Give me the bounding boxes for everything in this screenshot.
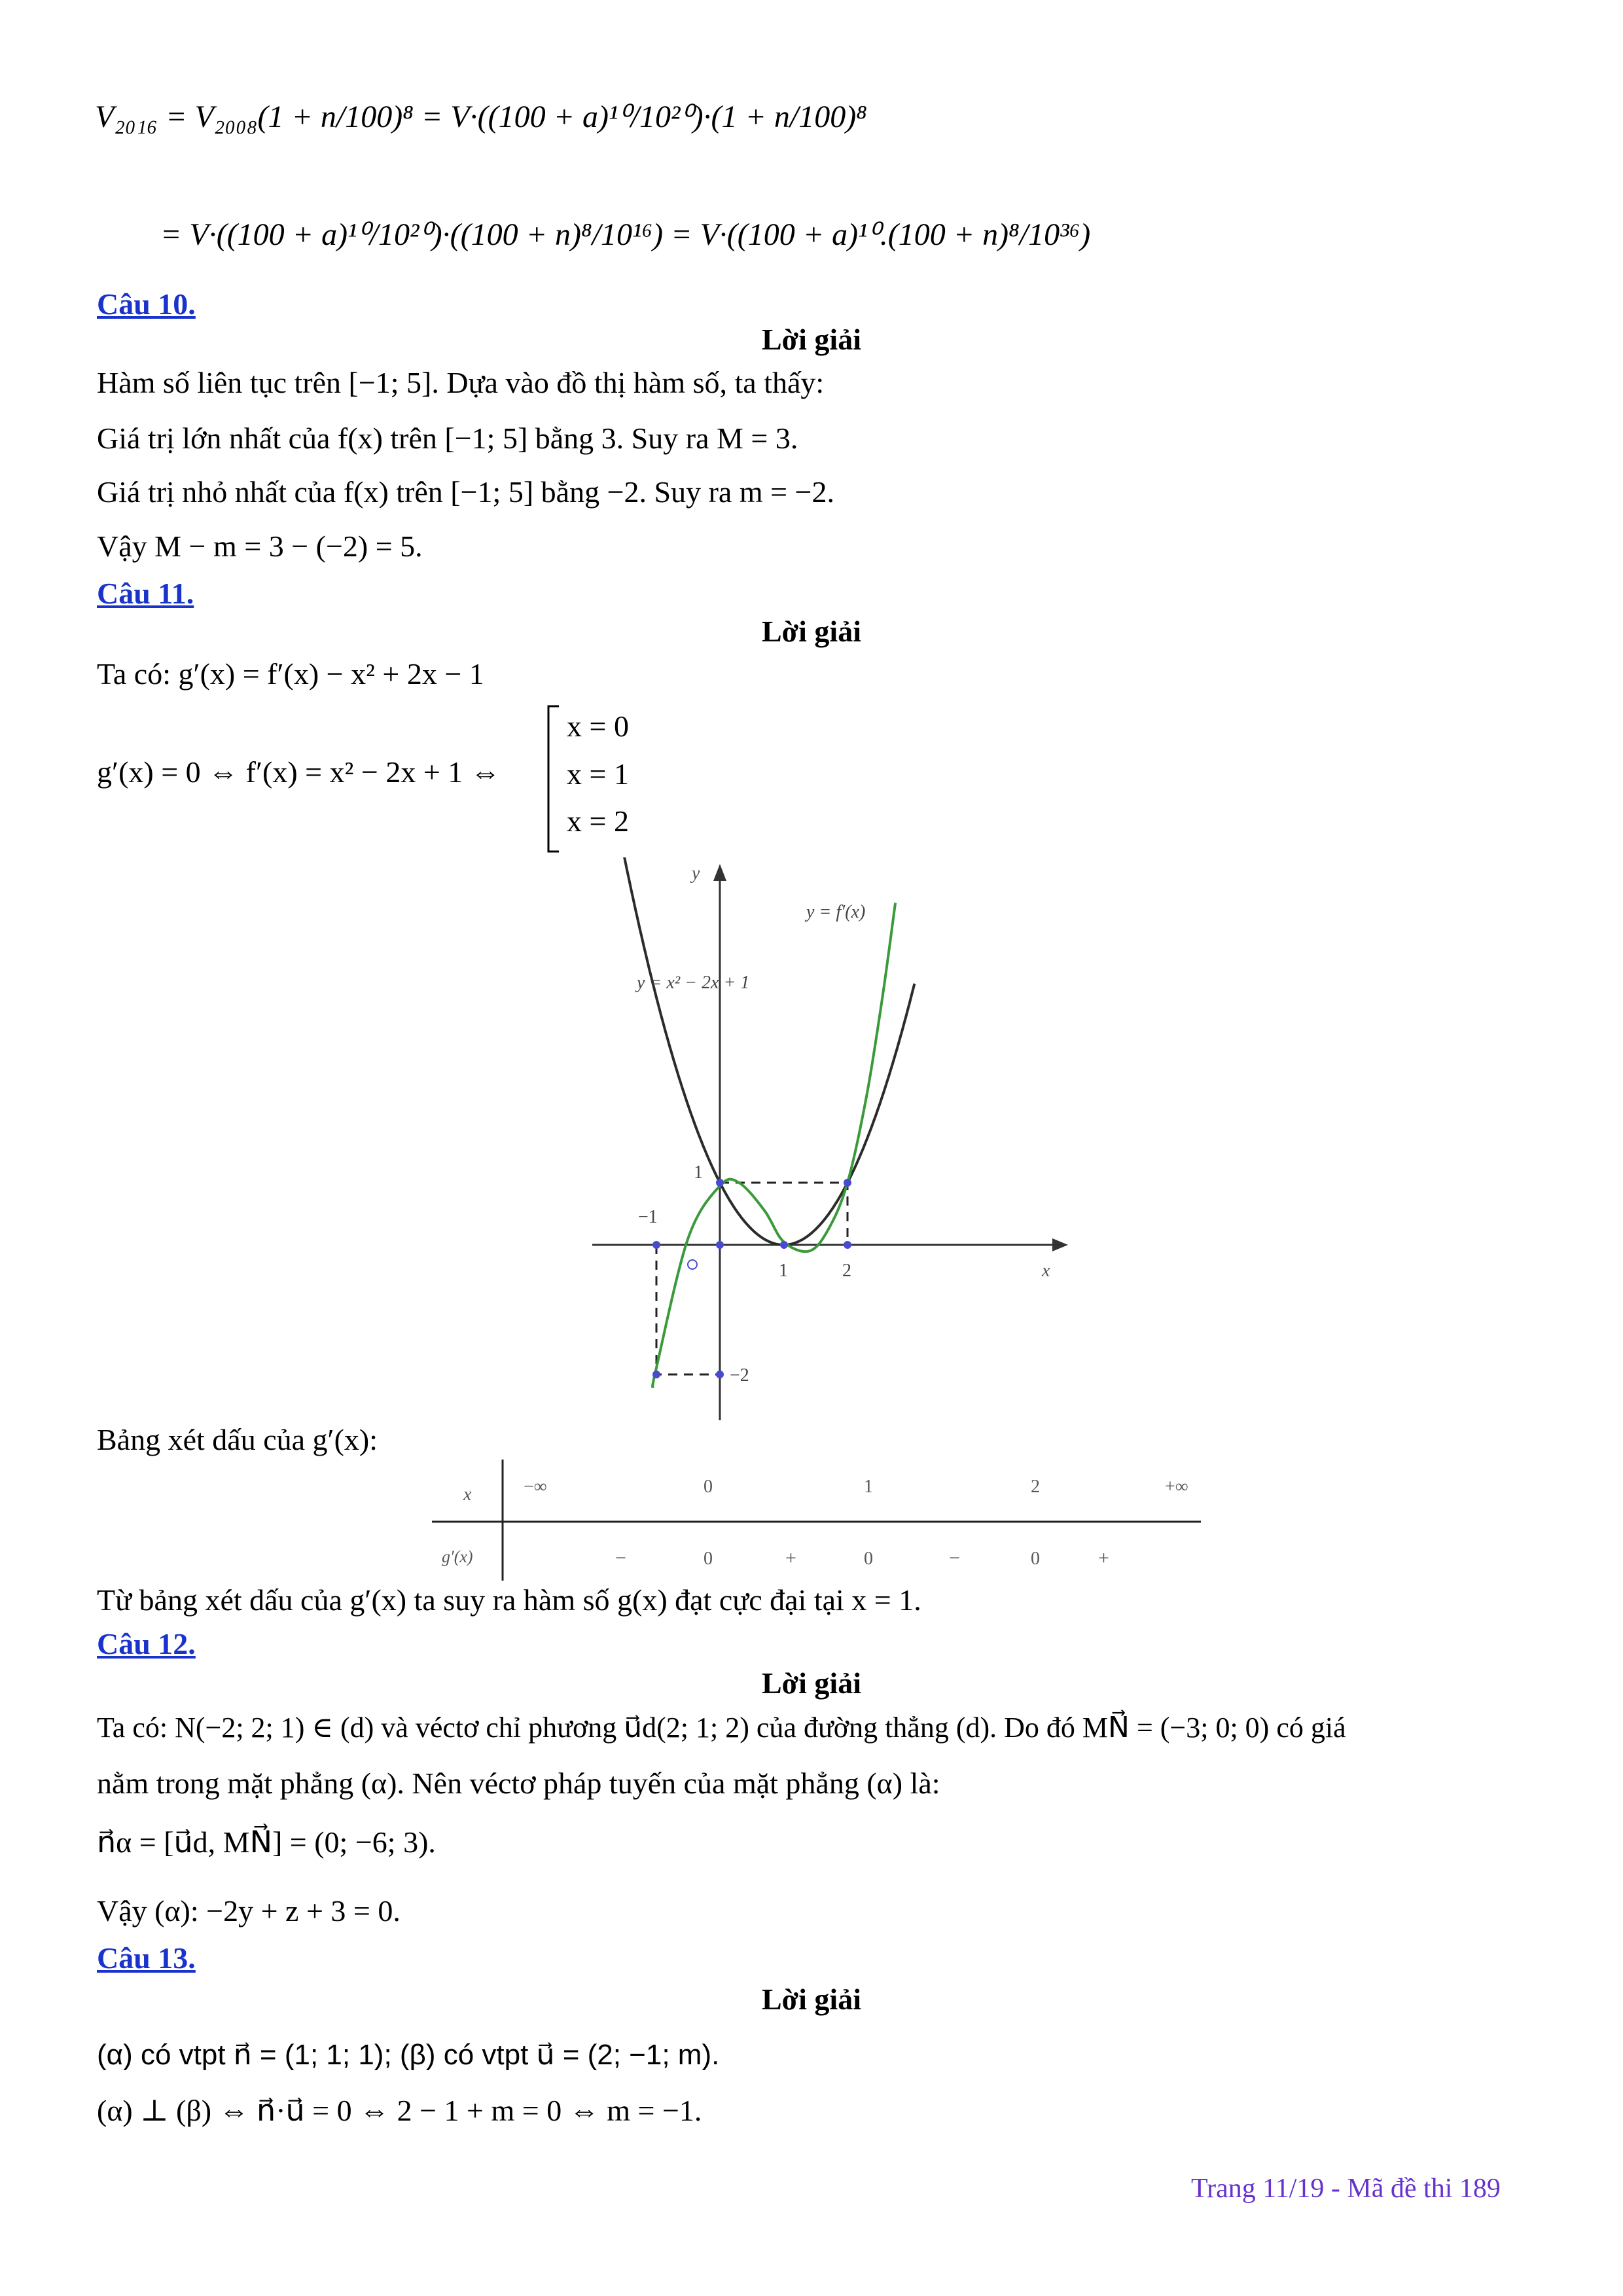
question-12-line-3: n⃗α = [u⃗d, MN⃗] = (0; −6; 3). — [97, 1825, 436, 1859]
question-10-line-3: Giá trị nhỏ nhất của f(x) trên [−1; 5] bằng −2. Suy ra m = −2. — [97, 475, 834, 509]
question-12-heading: Câu 12. — [97, 1627, 196, 1660]
point-2-1 — [844, 1179, 851, 1187]
label-fprime: y = f′(x) — [806, 902, 866, 922]
question-10-line-2: Giá trị lớn nhất của f(x) trên [−1; 5] bằng 3. Suy ra M = 3. — [97, 422, 798, 455]
sign-table-x-label: x — [463, 1484, 472, 1505]
question-11-line-1: Ta có: g′(x) = f′(x) − x² + 2x − 1 — [97, 657, 484, 691]
roots-bracket — [544, 704, 564, 854]
question-11-equivalence: g′(x) = 0 ⇔ f′(x) = x² − 2x + 1 ⇔ — [97, 755, 501, 789]
question-11-heading: Câu 11. — [97, 577, 194, 610]
tick-label-x-2: 2 — [842, 1261, 851, 1281]
question-12-line-4: Vậy (α): −2y + z + 3 = 0. — [97, 1894, 401, 1928]
x-axis-label: x — [1042, 1261, 1050, 1281]
x-value-pos-inf: +∞ — [1165, 1477, 1188, 1497]
y-axis-arrow — [713, 864, 726, 881]
question-12-line-2: nằm trong mặt phẳng (α). Nên véctơ pháp tuyến của mặt phẳng (α) là: — [97, 1767, 940, 1800]
tick-label-x-neg1: −1 — [638, 1207, 658, 1227]
origin-marker — [688, 1260, 697, 1269]
formula-line-1: V₂₀₁₆ = V₂₀₀₈(1 + n/100)⁸ = V·((100 + a)¹⁰/10²⁰)·(1 + n/100)⁸ — [95, 99, 867, 134]
sign-2: 0 — [704, 1549, 713, 1569]
point-2-0 — [844, 1241, 851, 1249]
question-11-conclusion: Từ bảng xét dấu của g′(x) ta suy ra hàm số g(x) đạt cực đại tại x = 1. — [97, 1583, 921, 1617]
root-x-0: x = 0 — [567, 709, 629, 743]
point-neg1-neg2 — [652, 1371, 660, 1378]
sign-6: 0 — [1031, 1549, 1040, 1569]
question-10-line-4: Vậy M − m = 3 − (−2) = 5. — [97, 529, 423, 563]
point-1-0 — [780, 1241, 788, 1249]
parabola-curve — [596, 857, 915, 1245]
question-13-line-2: (α) ⊥ (β) ⇔ n⃗·u⃗ = 0 ⇔ 2 − 1 + m = 0 ⇔ m = −1. — [97, 2094, 702, 2127]
question-12-line-1: Ta có: N(−2; 2; 1) ∈ (d) và véctơ chỉ phương u⃗d(2; 1; 2) của đường thẳng (d). Do đó MN⃗ = (−3; 0; 0) có giá — [97, 1712, 1346, 1744]
question-12-solution-title: Lời giải — [762, 1666, 861, 1700]
point-0-0 — [716, 1241, 724, 1249]
function-graph — [576, 857, 1086, 1420]
x-value-2: 2 — [1031, 1477, 1040, 1497]
root-x-1: x = 1 — [567, 757, 629, 791]
label-parabola: y = x² − 2x + 1 — [637, 973, 750, 993]
sign-3: + — [785, 1547, 796, 1569]
x-value-1: 1 — [864, 1477, 873, 1497]
sign-5: − — [949, 1547, 960, 1569]
question-13-line-1: (α) có vtpt n⃗ = (1; 1; 1); (β) có vtpt u⃗ = (2; −1; m). — [97, 2039, 720, 2071]
sign-4: 0 — [864, 1549, 873, 1569]
sign-1: − — [615, 1547, 626, 1569]
x-value-0: 0 — [704, 1477, 713, 1497]
root-x-2: x = 2 — [567, 804, 629, 838]
point-neg1-0 — [652, 1241, 660, 1249]
point-0-1 — [716, 1179, 724, 1187]
tick-label-y-neg2: −2 — [730, 1365, 749, 1386]
question-11-solution-title: Lời giải — [762, 615, 861, 648]
sign-7: + — [1098, 1547, 1109, 1569]
question-10-solution-title: Lời giải — [762, 323, 861, 356]
question-13-solution-title: Lời giải — [762, 1982, 861, 2016]
sign-table — [432, 1460, 1211, 1584]
sign-table-g-label: g′(x) — [442, 1547, 473, 1566]
tick-label-y-1: 1 — [694, 1162, 703, 1183]
x-value-neg-inf: −∞ — [524, 1477, 547, 1497]
point-0-neg2 — [716, 1371, 724, 1378]
question-13-heading: Câu 13. — [97, 1941, 196, 1975]
question-10-heading: Câu 10. — [97, 287, 196, 321]
sign-table-intro: Bảng xét dấu của g′(x): — [97, 1423, 378, 1456]
page-footer: Trang 11/19 - Mã đề thi 189 — [1191, 2174, 1501, 2204]
question-10-line-1: Hàm số liên tục trên [−1; 5]. Dựa vào đồ thị hàm số, ta thấy: — [97, 366, 825, 399]
tick-label-x-1: 1 — [779, 1261, 788, 1281]
x-axis-arrow — [1052, 1238, 1068, 1251]
formula-line-2: = V·((100 + a)¹⁰/10²⁰)·((100 + n)⁸/10¹⁶) = V·((100 + a)¹⁰.(100 + n)⁸/10³⁶) — [160, 217, 1091, 252]
y-axis-label: y — [692, 863, 700, 884]
